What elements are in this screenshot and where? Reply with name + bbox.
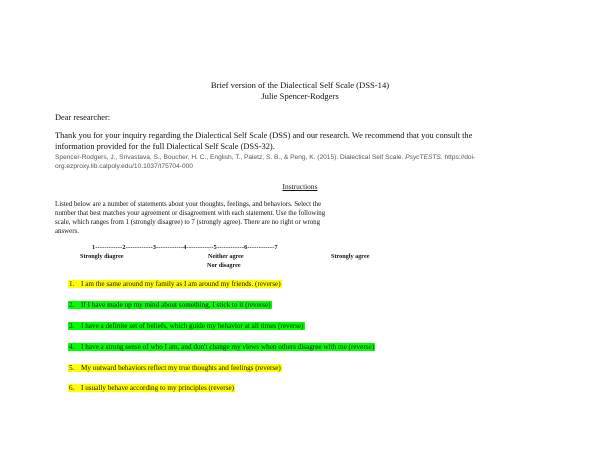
body-text-line-2: information provided for the full Dialectical Self Scale (DSS-32). [55,142,275,151]
scale-label-neither-agree: Neither agree [208,253,244,260]
item-text: I have a definite set of beliefs, which guide my behavior at all times (reverse) [81,322,304,330]
document-title: Brief version of the Dialectical Self Scale (DSS-14) [210,80,390,90]
instructions-line-3: scale, which ranges from 1 (strongly disagree) to 7 (strongly agree). There are no right or wrong [55,219,321,226]
list-item [68,280,282,288]
item-number: 1. [69,280,75,288]
item-number: 3. [69,322,75,330]
instructions-line-1: Listed below are a number of statements about your thoughts, feelings, and behaviors. Select the [55,201,322,208]
citation-line-1 [55,154,475,161]
scale-label-nor-disagree: Nor disagree [207,262,241,269]
citation-link-start[interactable]: . https://doi- [440,154,476,161]
scale-label-strongly-agree: Strongly agree [331,253,370,260]
instructions-heading: Instructions [282,182,318,191]
item-text: I usually behave according to my principles (reverse) [81,384,235,392]
list-item [68,384,235,392]
list-item [68,322,305,330]
item-number: 2. [69,301,75,309]
item-text: I am the same around my family as I am around my friends. (reverse) [81,280,281,288]
scale-line: 1------------2------------3------------4------------5------------6------------7 [92,244,278,251]
citation-line-2[interactable]: org.ezproxy.lib.calpoly.edu/10.1037/t75704-000 [55,163,193,170]
item-text: I have a strong sense of who I am, and don't change my views when others disagree with me (reverse) [81,343,375,351]
list-item [68,301,272,309]
greeting: Dear researcher: [55,113,111,122]
item-number: 5. [69,364,75,372]
author-name: Julie Spencer-Rodgers [261,91,339,101]
citation-journal: PsycTESTS [405,154,441,161]
item-number: 6. [69,384,75,392]
list-item [68,364,282,372]
list-item [68,343,375,351]
instructions-line-2: number that best matches your agreement or disagreement with each statement. Use the following [55,210,326,217]
instructions-line-4: answers. [55,228,79,235]
citation-text: Spencer-Rodgers, J., Srivastava, S., Boucher, H. C., English, T., Paletz, S. B., & Peng, K. (2015). Dialectical Self Scale. [55,154,406,161]
item-number: 4. [69,343,75,351]
scale-label-strongly-disagree: Strongly diagree [80,253,124,260]
item-text: If I have made up my mind about something, I stick to it (reverse) [81,301,271,309]
body-text-line-1: Thank you for your inquiry regarding the Dialectical Self Scale (DSS) and our research. We recommend that you consult the [55,131,473,140]
item-text: My outward behaviors reflect my true thoughts and feelings (reverse) [81,364,281,372]
